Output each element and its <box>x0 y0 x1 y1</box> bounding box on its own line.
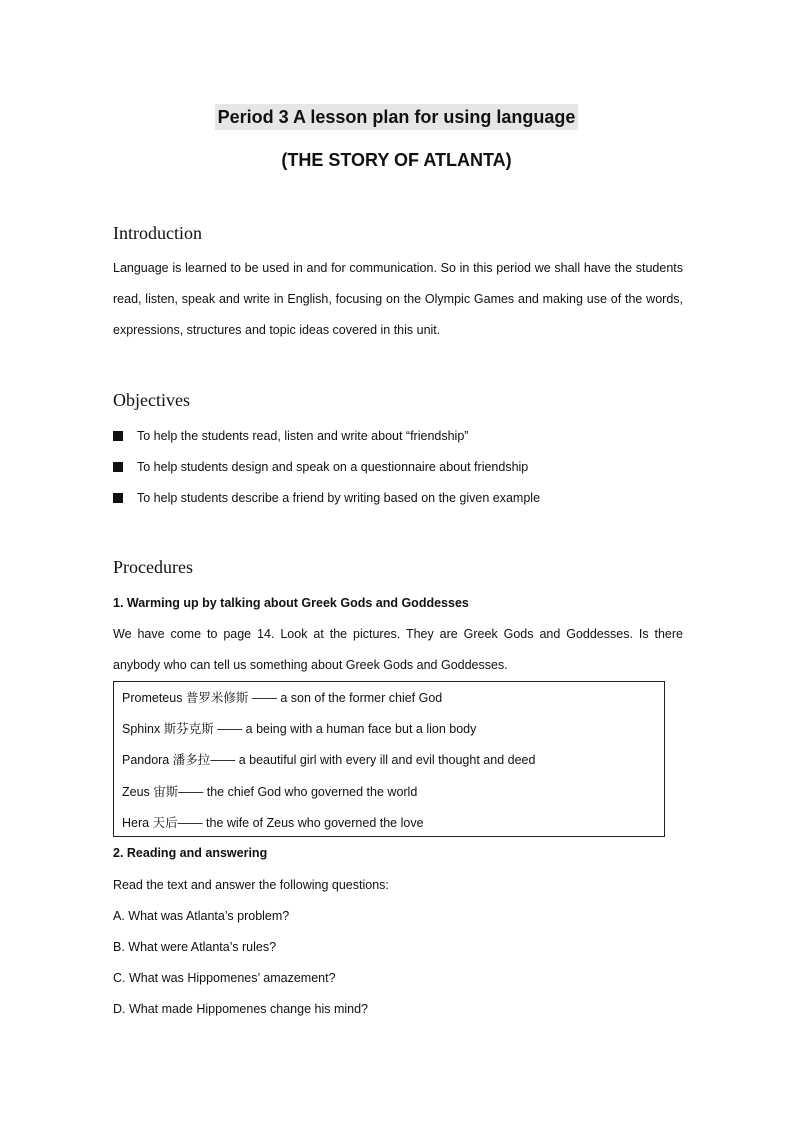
bullet-square-icon <box>113 493 123 503</box>
step2-title: 2. Reading and answering <box>113 846 268 860</box>
page-title: Period 3 A lesson plan for using language <box>215 104 579 130</box>
god-entry: Hera 天后—— the wife of Zeus who governed the love <box>122 816 424 830</box>
god-entry: Zeus 宙斯—— the chief God who governed the world <box>122 785 418 799</box>
step1-text: We have come to page 14. Look at the pictures. They are Greek Gods and Goddesses. Is there anybody who can tell us something about Greek Gods and Goddesses. <box>113 627 683 672</box>
god-entry: Pandora 潘多拉—— a beautiful girl with every ill and evil thought and deed <box>122 753 536 767</box>
question-item: A. What was Atlanta’s problem? <box>113 909 290 923</box>
introduction-heading: Introduction <box>113 223 202 243</box>
god-entry: Sphinx 斯芬克斯 —— a being with a human face but a lion body <box>122 722 477 736</box>
gods-table-box <box>113 681 665 837</box>
page-subtitle: (THE STORY OF ATLANTA) <box>281 150 512 170</box>
introduction-text: Language is learned to be used in and for communication. So in this period we shall have the students read, listen, speak and write in English, focusing on the Olympic Games and making use of the words, expressions, structures and topic ideas covered in this unit. <box>113 261 683 337</box>
question-item: C. What was Hippomenes’ amazement? <box>113 971 336 985</box>
bullet-square-icon <box>113 462 123 472</box>
objective-text: To help the students read, listen and write about “friendship” <box>137 429 469 443</box>
objective-item <box>113 458 528 476</box>
god-entry: Prometeus 普罗米修斯 —— a son of the former chief God <box>122 691 443 705</box>
step1-title: 1. Warming up by talking about Greek Gods and Goddesses <box>113 596 469 610</box>
title-wrapper <box>0 104 793 130</box>
step2-intro: Read the text and answer the following questions: <box>113 878 389 892</box>
objective-text: To help students describe a friend by writing based on the given example <box>137 491 541 505</box>
objective-item <box>113 427 468 445</box>
objective-text: To help students design and speak on a questionnaire about friendship <box>137 460 529 474</box>
objective-item <box>113 489 540 507</box>
objectives-heading: Objectives <box>113 390 190 410</box>
procedures-heading: Procedures <box>113 557 193 577</box>
question-item: D. What made Hippomenes change his mind? <box>113 1002 368 1016</box>
question-item: B. What were Atlanta’s rules? <box>113 940 277 954</box>
bullet-square-icon <box>113 431 123 441</box>
